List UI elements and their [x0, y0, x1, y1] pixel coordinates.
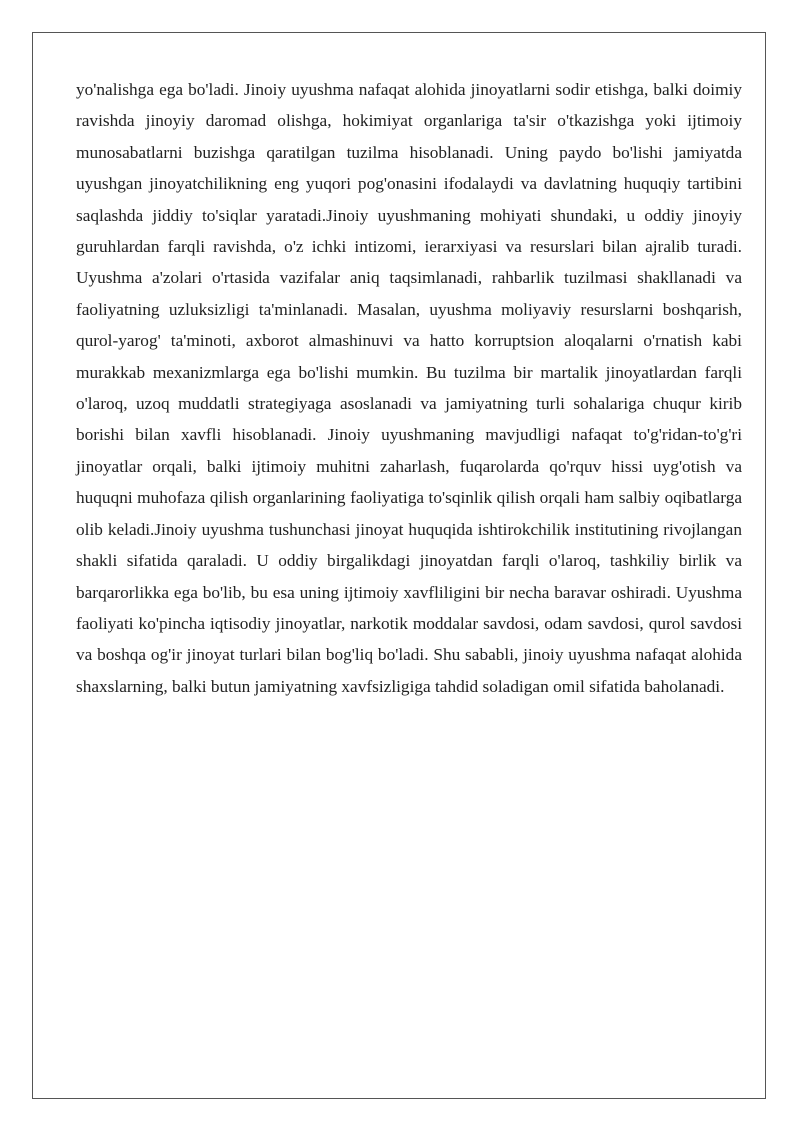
body-paragraph: yo'nalishga ega bo'ladi. Jinoiy uyushma nafaqat alohida jinoyatlarni sodir etishga, balki doimiy ravishda jinoyiy daromad olishga, hokimiyat organlariga ta'sir o'tkazishga yoki ijtimoiy munosabatlarni buzishga qaratilgan tuzilma hisoblanadi. Uning paydo bo'lishi jamiyatda uyushgan jinoyatchilikning eng yuqori pog'onasini ifodalaydi va davlatning huquqiy tartibini saqlashda jiddiy to'siqlar yaratadi.Jinoiy uyushmaning mohiyati shundaki, u oddiy jinoyiy guruhlardan farqli ravishda, o'z ichki intizomi, ierarxiyasi va resurslari bilan ajralib turadi. Uyushma a'zolari o'rtasida vazifalar aniq taqsimlanadi, rahbarlik tuzilmasi shakllanadi va faoliyatning uzluksizligi ta'minlanadi. Masalan, uyushma moliyaviy resurslarni boshqarish, qurol-yarog' ta'minoti, axborot almashinuvi va hatto korruptsion aloqalarni o'rnatish kabi murakkab mexanizmlarga ega bo'lishi mumkin. Bu tuzilma bir martalik jinoyatlardan farqli o'laroq, uzoq muddatli strategiyaga asoslanadi va jamiyatning turli sohalariga chuqur kirib borishi bilan xavfli hisoblanadi. Jinoiy uyushmaning mavjudligi nafaqat to'g'ridan-to'g'ri jinoyatlar orqali, balki ijtimoiy muhitni zaharlash, fuqarolarda qo'rquv hissi uyg'otish va huquqni muhofaza qilish organlarining faoliyatiga to'sqinlik qilish orqali ham salbiy oqibatlarga olib keladi.Jinoiy uyushma tushunchasi jinoyat huquqida ishtirokchilik institutining rivojlangan shakli sifatida qaraladi. U oddiy birgalikdagi jinoyatdan farqli o'laroq, tashkiliy birlik va barqarorlikka ega bo'lib, bu esa uning ijtimoiy xavfliligini bir necha baravar oshiradi. Uyushma faoliyati ko'pincha iqtisodiy jinoyatlar, narkotik moddalar savdosi, odam savdosi, qurol savdosi va boshqa og'ir jinoyat turlari bilan bog'liq bo'ladi. Shu sababli, jinoiy uyushma nafaqat alohida shaxslarning, balki butun jamiyatning xavfsizligiga tahdid soladigan omil sifatida baholanadi. — [76, 80, 742, 696]
page-body — [76, 74, 742, 702]
